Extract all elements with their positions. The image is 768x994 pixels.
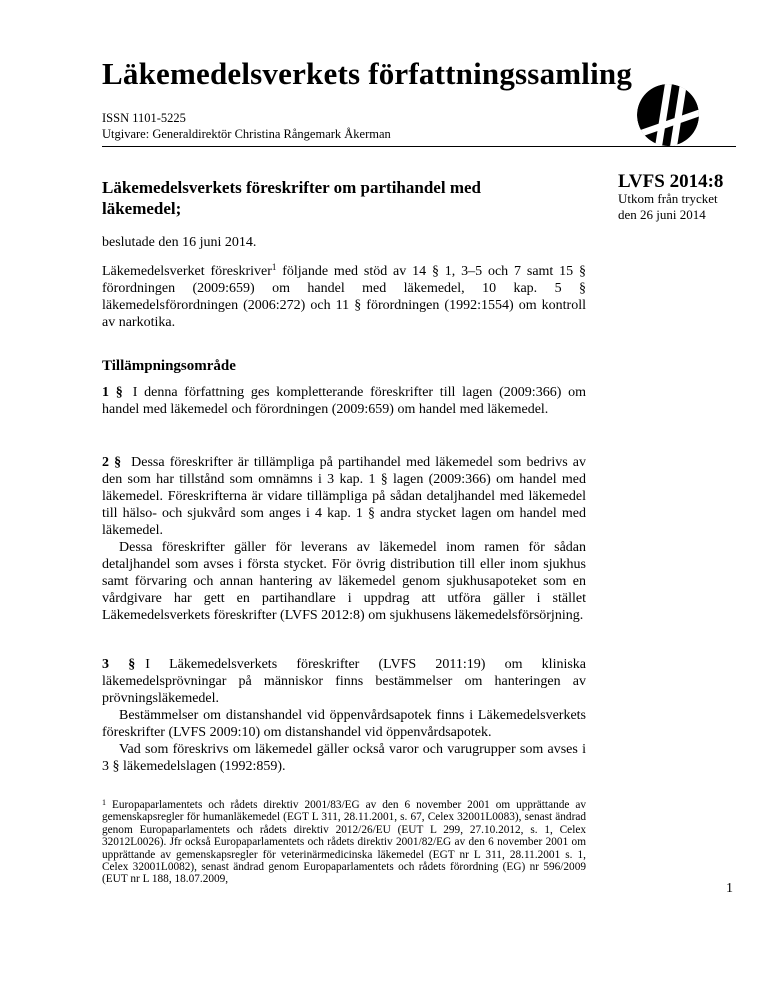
page-number: 1 bbox=[726, 881, 733, 896]
paragraph-2-text: Dessa föreskrifter är tillämpliga på partihandel med läkemedel som bedrivs av den som har tillstånd som omnämns i 3 kap. 1 § lagen (2009:366) om handel med läkemedel. Föreskrifterna är vidare tillämpliga på sådan detaljhandel med läkemedel till hälso- och sjukvård som anges i 4 kap. 1 § andra stycket lagen om handel med läkemedel. bbox=[102, 455, 587, 538]
regulation-heading: Läkemedelsverkets föreskrifter om partihandel med läkemedel; bbox=[102, 178, 481, 218]
paragraph-3 bbox=[102, 656, 586, 775]
paragraph-2 bbox=[102, 454, 586, 624]
paragraph-1 bbox=[102, 384, 586, 418]
publisher: Utgivare: Generaldirektör Christina Rångemark Åkerman bbox=[102, 127, 391, 141]
paragraph-3-third: Vad som föreskrivs om läkemedel gäller också varor och varugrupper som avses i 3 § läkemedelslagen (1992:859). bbox=[102, 742, 586, 774]
decision-date: beslutade den 16 juni 2014. bbox=[102, 235, 257, 250]
paragraph-1-number: 1 § bbox=[102, 385, 123, 400]
lakemedelsverket-logo-icon bbox=[636, 83, 700, 147]
published-line-2: den 26 juni 2014 bbox=[618, 207, 706, 222]
intro-paragraph bbox=[102, 263, 586, 331]
intro-text-start: Läkemedelsverket föreskriver bbox=[102, 264, 272, 279]
footnote-reference: 1 bbox=[271, 262, 277, 272]
paragraph-2-second: Dessa föreskrifter gäller för leverans av läkemedel inom ramen för sådan detaljhandel som avses i första stycket. För övrig distribution till eller inom sjukhus samt förvaring och annan hantering av läkemedel genom sjukhusapoteket som en vårdgivare har gett en partihandlare i uppdrag att utföra gäller i stället Läkemedelsverkets föreskrifter (LVFS 2012:8) om sjukhusens läkemedelsförsörjning. bbox=[102, 540, 586, 623]
intro-text-rest: följande med stöd av 14 § 1, 3–5 och 7 samt 15 § förordningen (2009:659) om handel med läkemedel, 10 kap. 5 § läkemedelsförordningen (2006:272) och 11 § förordningen (1992:1554) om kontroll av narkotika. bbox=[102, 264, 586, 330]
paragraph-2-number: 2 § bbox=[102, 455, 122, 470]
paragraph-3-text: I Läkemedelsverkets föreskrifter (LVFS 2011:19) om kliniska läkemedelsprövningar på människor finns bestämmelser om hanteringen av prövningsläkemedel. bbox=[102, 657, 587, 706]
footnote bbox=[102, 797, 586, 886]
footnote-text: Europaparlamentets och rådets direktiv 2001/83/EG av den 6 november 2001 om upprättande av gemenskapsregler för humanläkemedel (EGT L 311, 28.11.2001, s. 67, Celex 32001L0083), senast ändrad genom Europaparlamentets och rådets direktiv 2012/26/EU (EUT L 299, 27.10.2012, s. 1, Celex 32012L0026). Jfr också Europaparlamentets och rådets direktiv 2001/82/EG av den 6 november 2001 om upprättande av gemenskapsregler för veterinärmedicinska läkemedel (EGT nr L 311, 28.11.2001 s. 1, Celex 32001L0082), senast ändrad genom Europaparlamentets och rådets förordning (EG) nr 596/2009 (EUT nr L 188, 18.07.2009, bbox=[102, 799, 586, 886]
paragraph-1-text: I denna författning ges kompletterande föreskrifter till lagen (2009:366) om handel med läkemedel och förordningen (2009:659) om handel med läkemedel. bbox=[102, 385, 586, 417]
header-rule bbox=[102, 146, 736, 147]
paragraph-3-number: 3 § bbox=[102, 657, 136, 672]
paragraph-3-second: Bestämmelser om distanshandel vid öppenvårdsapotek finns i Läkemedelsverkets föreskrifter (LVFS 2009:10) om distanshandel vid öppenvårdsapotek. bbox=[102, 708, 586, 740]
footnote-number: 1 bbox=[102, 798, 106, 807]
section-heading: Tillämpningsområde bbox=[102, 358, 236, 374]
lvfs-code: LVFS 2014:8 bbox=[618, 171, 724, 192]
issn: ISSN 1101-5225 bbox=[102, 111, 186, 125]
series-title: Läkemedelsverkets författningssamling bbox=[102, 56, 633, 91]
published-line-1: Utkom från trycket bbox=[618, 191, 718, 206]
publication-date bbox=[618, 191, 718, 223]
